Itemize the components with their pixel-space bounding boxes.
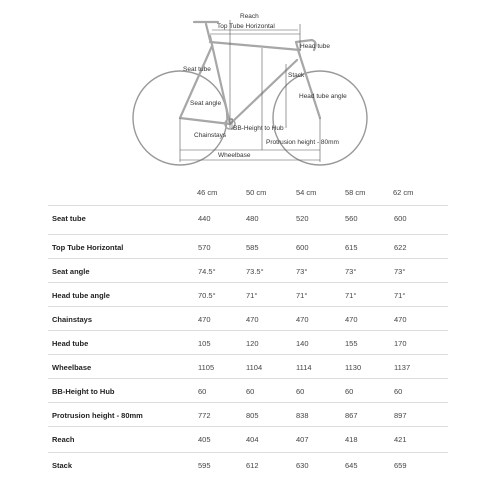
head-tube-angle-label: Head tube angle (299, 93, 347, 100)
cell-value: 73° (345, 267, 357, 276)
cell-value: 74.5° (198, 267, 216, 276)
cell-value: 60 (296, 387, 305, 396)
table-row (48, 205, 448, 230)
size-header-50: 50 cm (246, 188, 267, 197)
chainstays-label: Chainstays (194, 132, 227, 139)
cell-value: 421 (394, 435, 407, 444)
cell-value: 105 (198, 339, 211, 348)
cell-value: 470 (345, 315, 358, 324)
row-label: Protrusion height - 80mm (52, 411, 143, 420)
cell-value: 1114 (296, 363, 312, 372)
cell-value: 120 (246, 339, 259, 348)
cell-value: 60 (246, 387, 255, 396)
cell-value: 480 (246, 214, 259, 223)
row-label: BB-Height to Hub (52, 387, 115, 396)
cell-value: 60 (198, 387, 207, 396)
table-row (48, 426, 448, 451)
row-label: Seat angle (52, 267, 90, 276)
wheelbase-label: Wheelbase (218, 152, 251, 159)
table-row (48, 306, 448, 331)
cell-value: 612 (246, 461, 259, 470)
cell-value: 418 (345, 435, 358, 444)
cell-value: 595 (198, 461, 211, 470)
cell-value: 805 (246, 411, 259, 420)
cell-value: 440 (198, 214, 211, 223)
row-label: Top Tube Horizontal (52, 243, 124, 252)
table-row (48, 258, 448, 283)
top-tube-horizontal-label: Top Tube Horizontal (217, 23, 275, 30)
cell-value: 838 (296, 411, 309, 420)
row-label: Head tube angle (52, 291, 110, 300)
cell-value: 1137 (394, 363, 411, 372)
cell-value: 155 (345, 339, 358, 348)
cell-value: 1104 (246, 363, 263, 372)
cell-value: 405 (198, 435, 211, 444)
seat-angle-label: Seat angle (190, 100, 222, 107)
cell-value: 73° (394, 267, 406, 276)
cell-value: 60 (345, 387, 354, 396)
size-header-46: 46 cm (197, 188, 218, 197)
cell-value: 630 (296, 461, 309, 470)
cell-value: 600 (296, 243, 309, 252)
protrusion-height-label: Protrusion height - 80mm (266, 139, 339, 146)
bb-height-to-hub-label: BB-Height to Hub (233, 125, 284, 132)
cell-value: 70.5° (198, 291, 216, 300)
cell-value: 520 (296, 214, 309, 223)
cell-value: 1130 (345, 363, 362, 372)
cell-value: 585 (246, 243, 259, 252)
cell-value: 1105 (198, 363, 215, 372)
cell-value: 659 (394, 461, 407, 470)
row-label: Seat tube (52, 214, 86, 223)
table-row (48, 330, 448, 355)
size-header-58: 58 cm (345, 188, 366, 197)
cell-value: 73° (296, 267, 308, 276)
table-row (48, 354, 448, 379)
cell-value: 71° (345, 291, 357, 300)
cell-value: 170 (394, 339, 407, 348)
seat-tube-label: Seat tube (183, 66, 211, 73)
table-row (48, 402, 448, 427)
cell-value: 73.5° (246, 267, 264, 276)
cell-value: 470 (394, 315, 407, 324)
cell-value: 600 (394, 214, 407, 223)
stack-label: Stack (288, 72, 305, 79)
cell-value: 60 (394, 387, 403, 396)
cell-value: 71° (296, 291, 308, 300)
row-label: Head tube (52, 339, 89, 348)
cell-value: 140 (296, 339, 309, 348)
table-row (48, 452, 448, 477)
reach-label: Reach (240, 13, 259, 20)
bike-geometry-diagram (0, 0, 500, 170)
size-header-62: 62 cm (393, 188, 414, 197)
cell-value: 470 (296, 315, 309, 324)
size-header-54: 54 cm (296, 188, 317, 197)
cell-value: 470 (198, 315, 211, 324)
cell-value: 772 (198, 411, 211, 420)
cell-value: 570 (198, 243, 211, 252)
cell-value: 404 (246, 435, 259, 444)
row-label: Reach (52, 435, 75, 444)
cell-value: 645 (345, 461, 358, 470)
row-label: Chainstays (52, 315, 93, 324)
cell-value: 470 (246, 315, 259, 324)
table-row (48, 378, 448, 403)
head-tube-label: Head tube (300, 43, 330, 50)
cell-value: 622 (394, 243, 407, 252)
cell-value: 407 (296, 435, 309, 444)
cell-value: 71° (246, 291, 258, 300)
row-label: Wheelbase (52, 363, 92, 372)
cell-value: 71° (394, 291, 406, 300)
cell-value: 615 (345, 243, 358, 252)
cell-value: 867 (345, 411, 358, 420)
table-row (48, 282, 448, 307)
table-row (48, 234, 448, 259)
cell-value: 897 (394, 411, 407, 420)
cell-value: 560 (345, 214, 358, 223)
row-label: Stack (52, 461, 73, 470)
